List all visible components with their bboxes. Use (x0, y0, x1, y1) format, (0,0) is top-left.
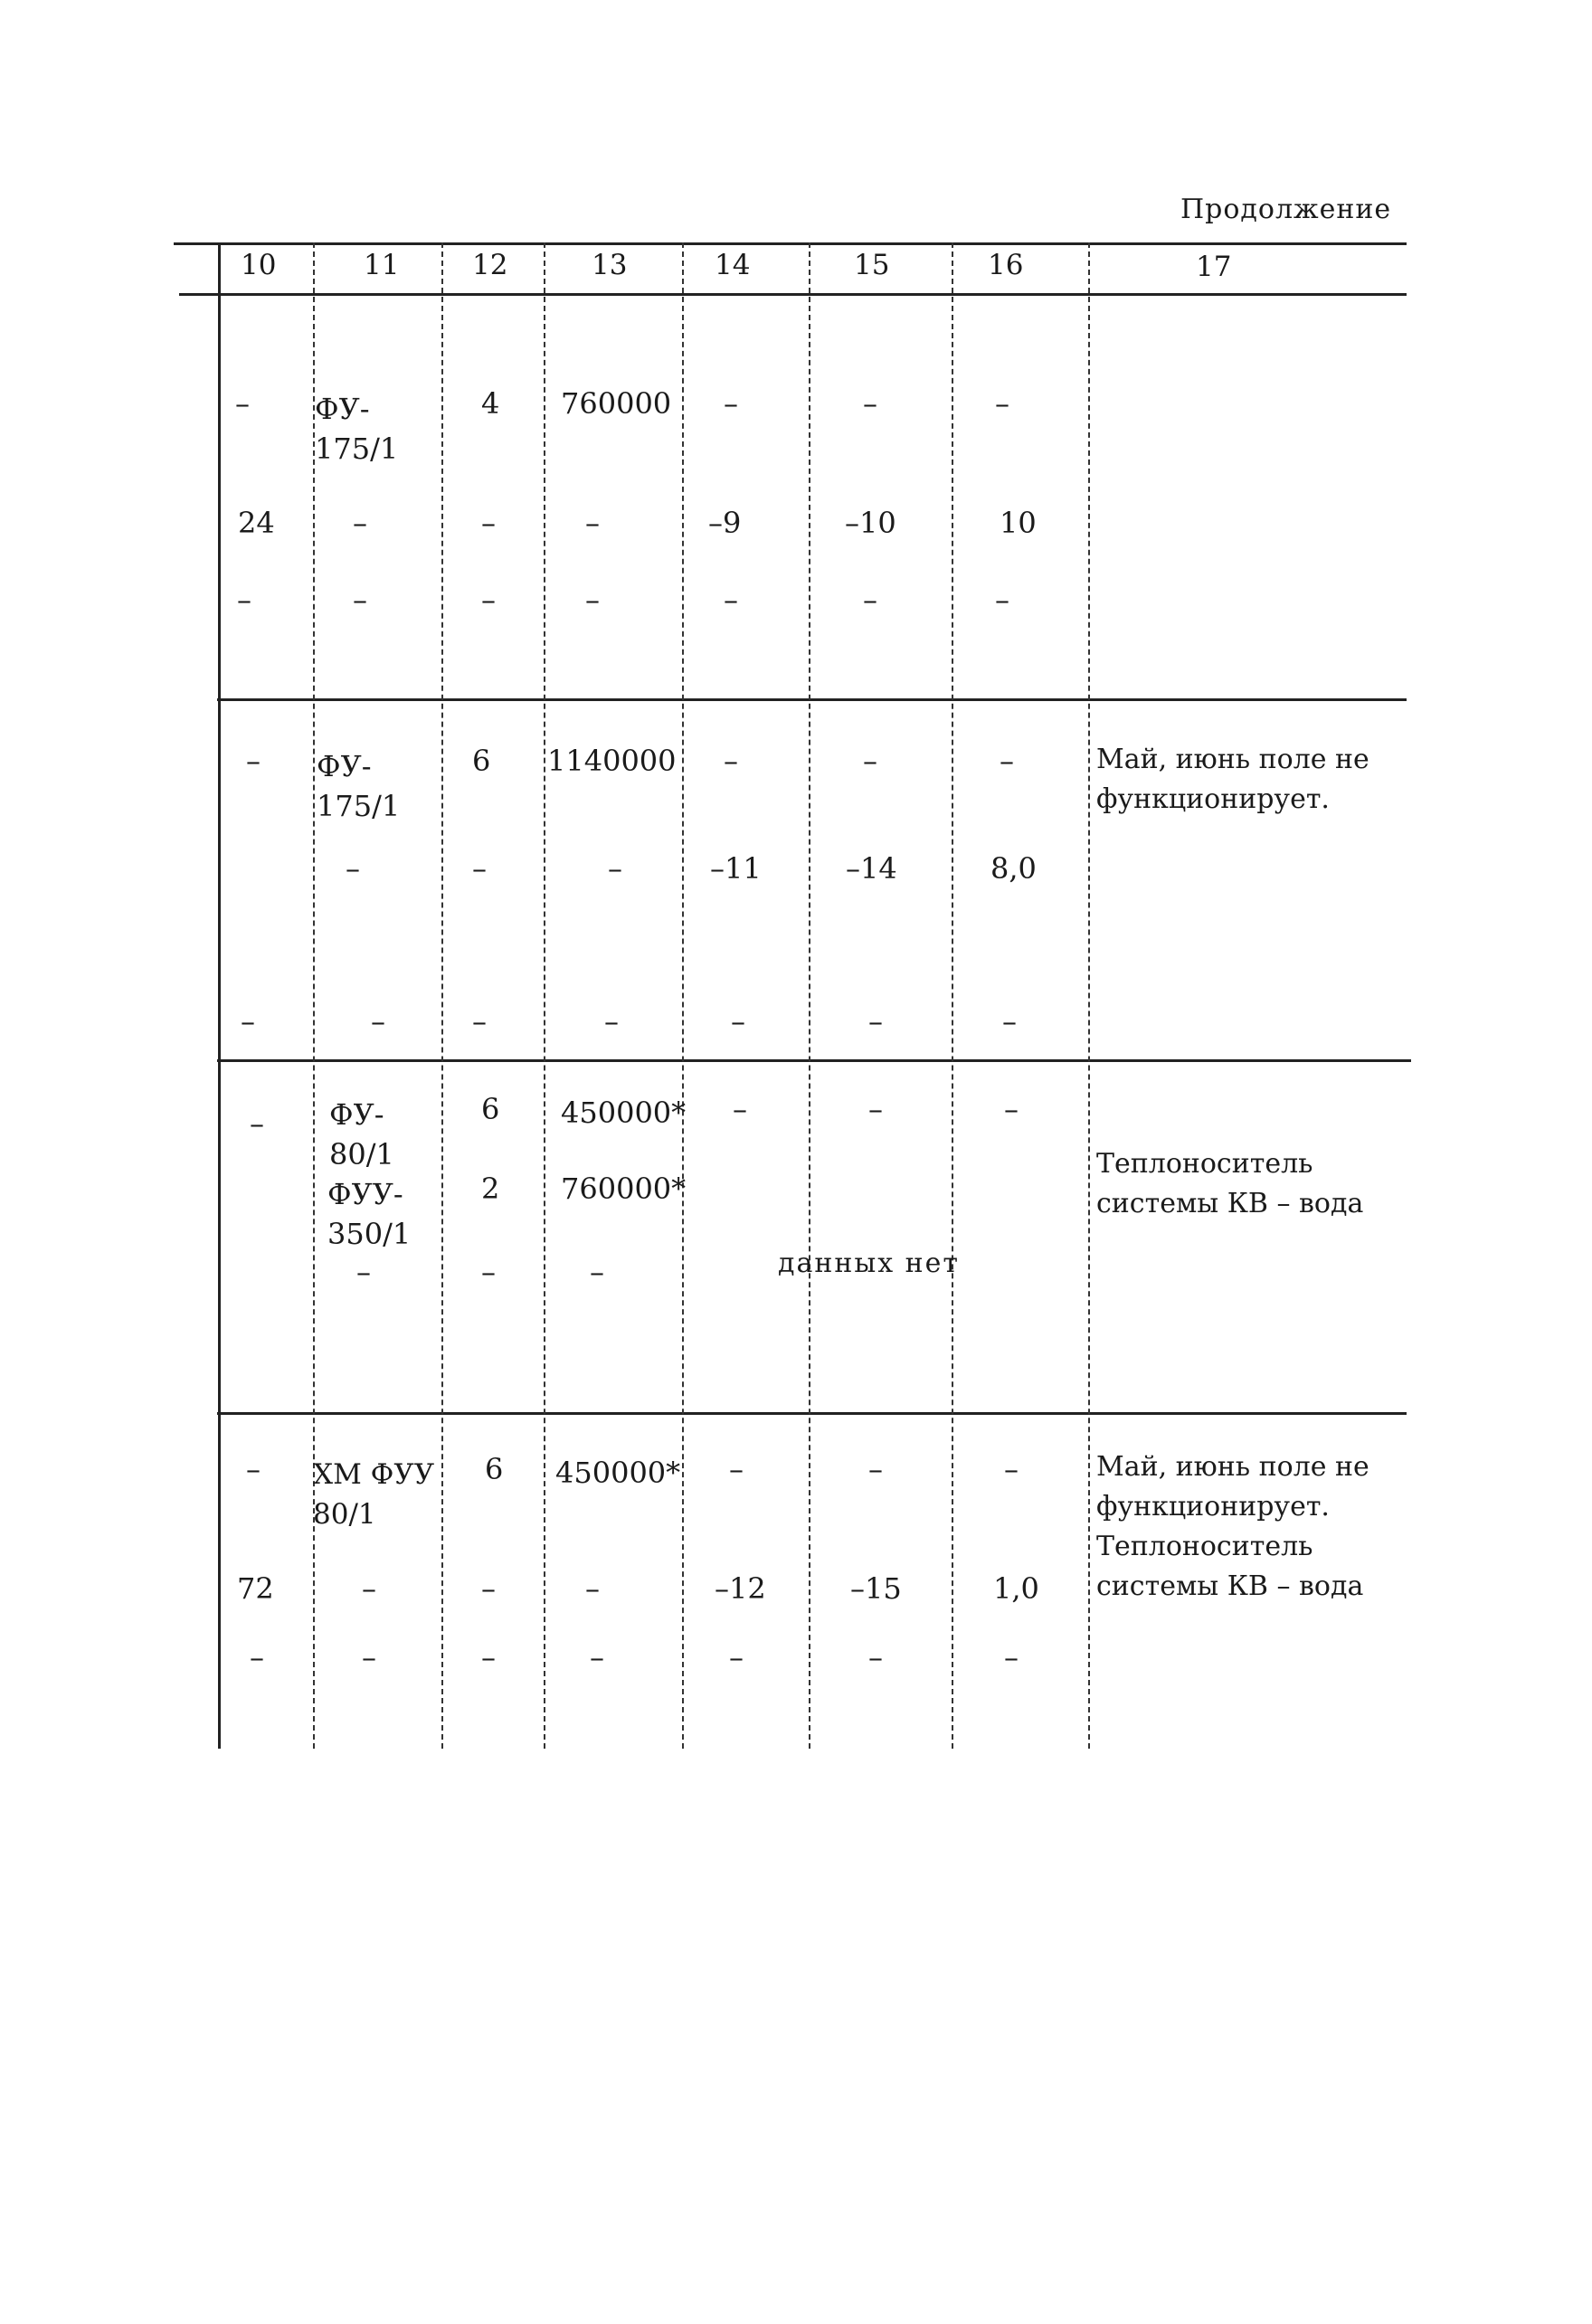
g1-r3-c13: – (585, 583, 600, 617)
g1-r2-c14: –9 (708, 506, 742, 540)
g1-r2-c15: –10 (845, 506, 896, 540)
g4-r1-c12: 6 (485, 1452, 504, 1486)
header-col-13: 13 (592, 249, 628, 281)
no-data-label: данных нет (778, 1247, 961, 1279)
g3-r3-c12: – (481, 1255, 496, 1289)
group-divider-2 (217, 1059, 1411, 1062)
g4-note: Май, июнь поле не функционирует. Теплоноситель системы КВ – вода (1096, 1451, 1369, 1602)
g1-r3-c16: – (995, 583, 1009, 617)
g2-r2-c16: 8,0 (990, 851, 1037, 886)
g2-r1-c15: – (863, 744, 877, 778)
g3-r1-c12: 6 (481, 1092, 500, 1126)
g2-r3-c15: – (868, 1004, 883, 1039)
col-line-6 (952, 242, 953, 1749)
g3-r3-c11: – (356, 1255, 371, 1289)
g4-r1-c14: – (729, 1452, 744, 1486)
g1-r1-c12: 4 (481, 386, 500, 421)
col-line-4 (682, 242, 684, 1749)
g4-r2-c12: – (481, 1571, 496, 1606)
g2-note: Май, июнь поле не функционирует. (1096, 744, 1369, 815)
g1-r2-c12: – (481, 506, 496, 540)
g1-r1-c11: ФУ- 175/1 (315, 392, 399, 466)
g1-r1-c10: – (235, 386, 250, 421)
table-top-rule (174, 242, 1407, 245)
g1-r3-c14: – (724, 583, 738, 617)
g1-r2-c13: – (585, 506, 600, 540)
col-line-2 (441, 242, 443, 1749)
g1-r1-c15: – (863, 386, 877, 421)
g4-r1-c16: – (1004, 1452, 1019, 1486)
header-col-14: 14 (715, 249, 751, 281)
group-divider-3 (217, 1412, 1407, 1415)
g4-r2-c14: –12 (715, 1571, 766, 1606)
g1-r1-c13: 760000 (561, 386, 672, 421)
col-line-5 (809, 242, 810, 1749)
g2-r3-c14: – (731, 1004, 745, 1039)
header-col-12: 12 (472, 249, 508, 281)
continuation-label: Продолжение (1180, 194, 1392, 225)
g2-r1-c12: 6 (472, 744, 491, 778)
g1-r1-c14: – (724, 386, 738, 421)
g4-r2-c16: 1,0 (993, 1571, 1039, 1606)
header-col-17: 17 (1196, 251, 1232, 283)
g4-r3-c12: – (481, 1640, 496, 1674)
g2-r3-c12: – (472, 1004, 487, 1039)
g2-r3-c13: – (604, 1004, 619, 1039)
g2-r2-c11: – (346, 851, 360, 886)
g4-r2-c15: –15 (850, 1571, 902, 1606)
g2-r2-c14: –11 (710, 851, 762, 886)
g2-r1-c14: – (724, 744, 738, 778)
g4-r1-c13: 450000* (555, 1456, 681, 1490)
g3-r2-c13: 760000* (561, 1171, 687, 1206)
g1-r3-c15: – (863, 583, 877, 617)
header-col-11: 11 (364, 249, 400, 281)
g2-r2-c12: – (472, 851, 487, 886)
g4-r3-c14: – (729, 1640, 744, 1674)
g3-r3-c13: – (590, 1255, 604, 1289)
g4-r2-c11: – (362, 1571, 376, 1606)
col-line-0 (218, 242, 221, 1749)
g2-r2-c13: – (608, 851, 622, 886)
g3-r1-c13: 450000* (561, 1096, 687, 1130)
g3-r2-c12: 2 (481, 1171, 500, 1206)
g4-r2-c13: – (585, 1571, 600, 1606)
g2-r3-c11: – (371, 1004, 385, 1039)
col-line-7 (1088, 242, 1090, 1749)
g1-r2-c10: 24 (238, 506, 275, 540)
g4-r3-c15: – (868, 1640, 883, 1674)
col-line-3 (544, 242, 545, 1749)
g1-r3-c12: – (481, 583, 496, 617)
g3-note: Теплоноситель системы КВ – вода (1096, 1148, 1364, 1219)
g1-r3-c10: – (237, 583, 251, 617)
g3-r1-c16: – (1004, 1092, 1019, 1126)
header-col-16: 16 (988, 249, 1024, 281)
header-bottom-rule (179, 293, 1407, 296)
header-col-10: 10 (241, 249, 277, 281)
g2-r1-c11: ФУ- 175/1 (317, 749, 401, 823)
g4-r2-c10: 72 (237, 1571, 274, 1606)
g3-r1-c11: ФУ- 80/1 (329, 1097, 394, 1171)
g3-r1-c10: – (250, 1106, 264, 1141)
header-col-15: 15 (854, 249, 890, 281)
g4-r1-c11: ХМ ФУУ 80/1 (313, 1458, 435, 1531)
g2-r2-c15: –14 (846, 851, 897, 886)
group-divider-1 (217, 698, 1407, 701)
g2-r1-c16: – (1000, 744, 1014, 778)
g4-r3-c13: – (590, 1640, 604, 1674)
g4-r1-c15: – (868, 1452, 883, 1486)
g2-r1-c10: – (246, 744, 261, 778)
g3-r1-c15: – (868, 1092, 883, 1126)
g3-r1-c14: – (733, 1092, 747, 1126)
g3-r2-c11: ФУУ- 350/1 (327, 1177, 412, 1251)
g4-r1-c10: – (246, 1452, 261, 1486)
g1-r2-c16: 10 (1000, 506, 1037, 540)
g1-r2-c11: – (353, 506, 367, 540)
g4-r3-c11: – (362, 1640, 376, 1674)
g4-r3-c10: – (250, 1640, 264, 1674)
g2-r3-c10: – (241, 1004, 255, 1039)
g1-r3-c11: – (353, 583, 367, 617)
g2-r1-c13: 1140000 (547, 744, 677, 778)
g1-r1-c16: – (995, 386, 1009, 421)
g2-r3-c16: – (1002, 1004, 1017, 1039)
g4-r3-c16: – (1004, 1640, 1019, 1674)
